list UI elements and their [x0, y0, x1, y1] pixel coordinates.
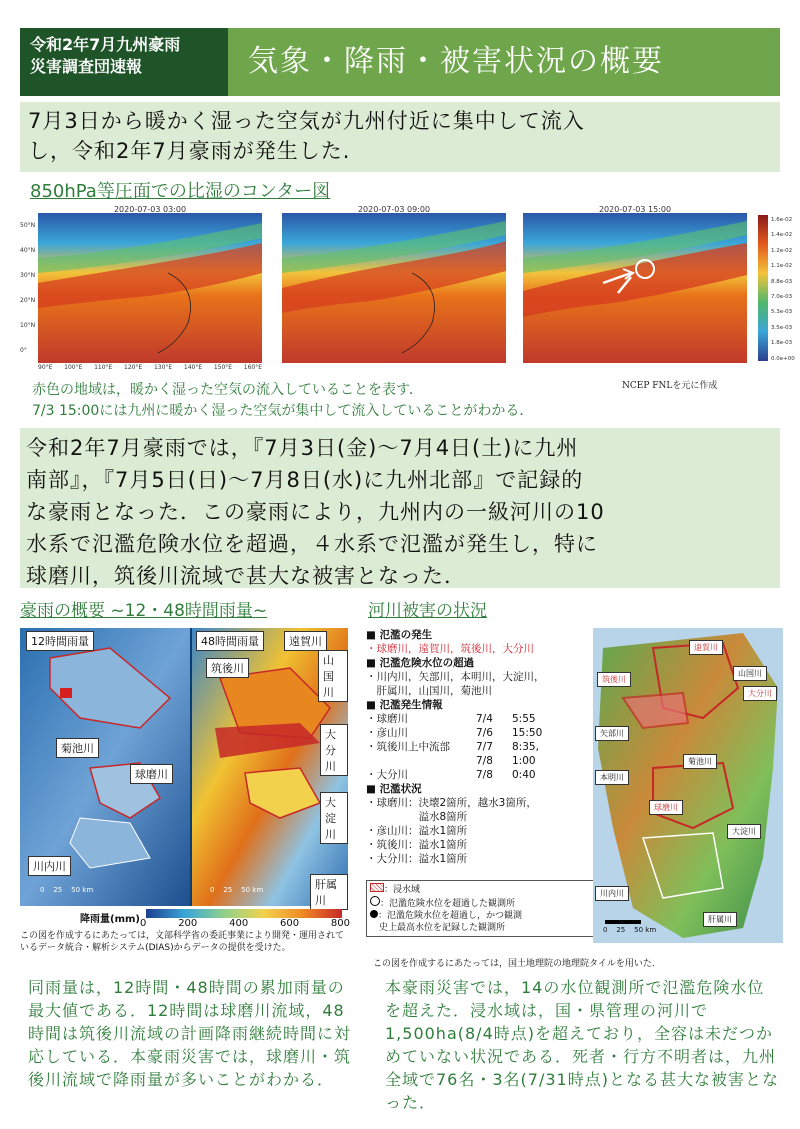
map48-label: 48時間雨量: [196, 631, 264, 651]
rmap-label-honmyo: 本明川: [595, 770, 629, 785]
info-time: 5:55: [512, 713, 536, 725]
map-label-chikugo: 筑後川: [206, 658, 249, 678]
rain-colorbar: [146, 909, 342, 918]
status-line: ・球磨川：決壊2箇所，越水3箇所，: [366, 797, 537, 809]
status-line: ・彦山川：溢水1箇所: [366, 825, 468, 837]
inundation-swatch: [370, 883, 384, 892]
lon-label: 150°E: [213, 364, 233, 371]
summary-line4: 水系で氾濫危険水位を超過，４水系で氾濫が発生し，特に: [26, 532, 598, 556]
info-row: [366, 740, 598, 754]
humidity-map-2-time: 2020-07-03 09:00: [357, 205, 431, 214]
colorbar-label: 7.0e-03: [771, 294, 793, 301]
rmap-label-yabe: 矢部川: [595, 726, 629, 741]
rain-tick: 400: [229, 918, 249, 929]
status-line: 溢水8箇所: [366, 811, 468, 823]
map-label-kimotsuki: 肝属川: [310, 874, 348, 910]
rain-scale-right: 0 25 50 km: [210, 886, 264, 894]
rmap-scale: 0 25 50 km: [603, 926, 657, 934]
lat-label: 50°N: [20, 222, 36, 229]
lon-label: 140°E: [183, 364, 203, 371]
colorbar-label: 1.2e-02: [771, 247, 793, 254]
humidity-map-3: [523, 213, 747, 363]
humidity-map-3-time: 2020-07-03 15:00: [598, 205, 672, 214]
colorbar-label: 1.4e-02: [771, 232, 793, 239]
rain-colorbar-ticks: [140, 918, 350, 929]
map-label-onga: 遠賀川: [284, 631, 327, 651]
map-label-kikuchi: 菊池川: [56, 738, 99, 758]
danger-rivers1: ・川内川，矢部川，本明川，大淀川，: [366, 671, 545, 683]
humidity-map-3-graphic: [523, 213, 747, 363]
info-river: [366, 754, 476, 768]
colorbar-label: 1.8e-03: [771, 340, 793, 347]
info-row: [366, 726, 598, 740]
rain-colorbar-title: 降雨量(mm): [80, 914, 140, 925]
info-date: 7/8: [476, 755, 493, 767]
lon-label: 90°E: [38, 364, 53, 371]
map-label-oita: 大分川: [320, 724, 348, 776]
rmap-label-oita: 大分川: [743, 686, 777, 701]
colorbar-label: 0.0e+00: [771, 355, 795, 362]
lon-label: 160°E: [243, 364, 262, 371]
legend-text: ：浸水域: [384, 885, 421, 895]
humidity-map-1-graphic: [38, 213, 262, 363]
rain-tick: 800: [330, 918, 350, 929]
danger-head: ■ 氾濫危険水位の超過: [366, 657, 475, 669]
lon-label: 110°E: [94, 364, 113, 371]
rmap-label-yamakuni: 山国川: [733, 666, 767, 681]
contour-note2: 7/3 15:00には九州に暖かく湿った空気が集中して流入していることがわかる．: [32, 403, 534, 419]
contour-credit: NCEP FNLを元に作成: [622, 381, 718, 391]
info-date: 7/6: [476, 727, 493, 739]
intro-panel: [20, 102, 780, 172]
rain-tick: 0: [140, 918, 147, 929]
summary-line1: 令和2年7月豪雨では，『7月3日(金)〜7月4日(土)に九州: [26, 436, 579, 460]
river-section-title: 河川被害の状況: [368, 601, 487, 621]
lat-labels: [20, 213, 35, 363]
report-label: [20, 28, 228, 96]
info-river: ・球磨川: [366, 713, 408, 725]
info-row: [366, 754, 598, 768]
info-river: ・大分川: [366, 769, 408, 781]
humidity-colorbar: [758, 215, 768, 361]
map-label-yamakuni: 山国川: [318, 650, 348, 702]
lat-label: 30°N: [20, 272, 36, 279]
lon-label: 100°E: [64, 364, 83, 371]
river-credit: この図を作成するにあたっては，国土地理院の地理院タイルを用いた．: [373, 959, 661, 969]
status-head: ■ 氾濫状況: [366, 783, 422, 795]
intro-line2: し，令和2年7月豪雨が発生した.: [28, 139, 351, 163]
rain-tick: 600: [280, 918, 300, 929]
humidity-map-1: [38, 213, 262, 363]
colorbar-label: 1.1e-02: [771, 263, 793, 270]
info-time: 15:50: [512, 727, 543, 739]
open-circle-icon: [370, 896, 380, 906]
contour-title: 850hPa等圧面での比湿のコンター図: [30, 181, 331, 202]
info-row: [366, 768, 598, 782]
info-head: ■ 氾濫発生情報: [366, 699, 443, 711]
info-date: 7/7: [476, 741, 493, 753]
info-date: 7/4: [476, 713, 493, 725]
rain-section-title: 豪雨の概要 ~12・48時間雨量~: [20, 601, 268, 621]
rmap-label-oyodo: 大淀川: [727, 824, 761, 839]
summary-line5: 球磨川，筑後川流域で甚大な被害となった．: [26, 564, 466, 588]
report-label-line2: 災害調査団速報: [30, 57, 143, 76]
legend-item: [370, 910, 594, 922]
info-river: ・筑後川上中流部: [366, 741, 450, 753]
map-label-oyodo: 大淀川: [320, 792, 348, 844]
info-row: [366, 712, 598, 726]
map-legend: [366, 880, 598, 937]
rain-tick: 200: [178, 918, 198, 929]
summary-line3: な豪雨となった．この豪雨により，九州内の一級河川の10: [26, 500, 605, 524]
info-time: 8:35,: [512, 741, 539, 753]
rain-credit: この図を作成するにあたっては，文部科学省の委託事業により開発・運用されているデータ統合・解析システム(DIAS)からデータの提供を受けた。: [20, 931, 345, 953]
summary-panel: [20, 428, 780, 588]
summary-line2: 南部』，『7月5日(日)〜7月8日(水)に九州北部』で記録的: [26, 468, 584, 492]
river-map: [593, 628, 783, 943]
intro-line1: 7月3日から暖かく湿った空気が九州付近に集中して流入: [28, 109, 585, 133]
legend-item: [370, 896, 594, 910]
colorbar-label: 3.5e-03: [771, 324, 793, 331]
map-label-kuma: 球磨川: [130, 764, 173, 784]
colorbar-label: 8.8e-03: [771, 278, 793, 285]
legend-text: ：氾濫危険水位を超過し，かつ観測: [378, 911, 523, 921]
info-time: 1:00: [512, 755, 536, 767]
colorbar-label: 1.6e-02: [771, 217, 793, 223]
lon-labels-1: [38, 364, 262, 371]
map12-label: 12時間雨量: [26, 631, 94, 651]
report-label-line1: 令和2年7月九州豪雨: [30, 35, 181, 54]
rmap-label-kikuchi: 菊池川: [683, 754, 717, 769]
colorbar-label: 5.3e-03: [771, 309, 793, 316]
filled-circle-icon: [370, 910, 378, 918]
rain-maps: [20, 628, 348, 906]
rain-body: 同雨量は，12時間・48時間の累加雨量の最大値である．12時間は球磨川流域，48時間は筑後川流域の計画降雨継続時間に対応している．本豪雨災害では，球磨川・筑後川流域で降雨量が多いことがわかる．: [28, 978, 352, 1089]
lat-label: 20°N: [20, 297, 36, 304]
rmap-label-kimotsuki: 肝属川: [703, 912, 737, 927]
info-date: 7/8: [476, 769, 493, 781]
river-body: 本豪雨災害では，14の水位観測所で氾濫危険水位を超えた．浸水域は，国・県管理の河川で1,500ha(8/4時点)を超えており，全容は未だつかめていない状況である．死者・行方不明者は，九州全域で76名・3名(7/31時点)となる甚大な被害となった．: [385, 978, 779, 1112]
rmap-label-sendai: 川内川: [595, 886, 629, 901]
flood-rivers: ・球磨川，遠賀川，筑後川，大分川: [366, 643, 534, 655]
rain-scale-left: 0 25 50 km: [40, 886, 94, 894]
status-line: ・大分川：溢水1箇所: [366, 853, 468, 865]
legend-item: [370, 883, 594, 896]
colorbar-labels: [771, 213, 795, 367]
humidity-map-1-time: 2020-07-03 03:00: [113, 205, 187, 214]
rmap-label-onga: 遠賀川: [689, 640, 723, 655]
humidity-map-2: [282, 213, 506, 363]
info-river: ・彦山川: [366, 727, 408, 739]
rmap-label-chikugo: 筑後川: [597, 672, 631, 687]
lon-label: 120°E: [124, 364, 143, 371]
contour-note1: 赤色の地域は，暖かく湿った空気の流入していることを表す．: [32, 382, 423, 398]
status-line: ・筑後川：溢水1箇所: [366, 839, 468, 851]
map-label-sendai: 川内川: [28, 856, 71, 876]
lat-label: 0°: [20, 347, 27, 354]
lat-label: 10°N: [20, 322, 36, 329]
rmap-label-kuma: 球磨川: [649, 800, 683, 815]
danger-rivers2: 肝属川，山国川，菊池川: [366, 685, 492, 697]
legend-text: ：氾濫危険水位を超過した観測所: [380, 899, 516, 909]
lon-label: 130°E: [153, 364, 173, 371]
humidity-map-2-graphic: [282, 213, 506, 363]
legend-text: 史上最高水位を記録した観測所: [370, 923, 506, 933]
contour-figure: [20, 205, 795, 375]
page-title: 気象・降雨・被害状況の概要: [228, 28, 780, 96]
lat-label: 40°N: [20, 247, 36, 254]
flood-head: ■ 氾濫の発生: [366, 629, 433, 641]
info-time: 0:40: [512, 769, 536, 781]
river-info: [366, 628, 598, 933]
